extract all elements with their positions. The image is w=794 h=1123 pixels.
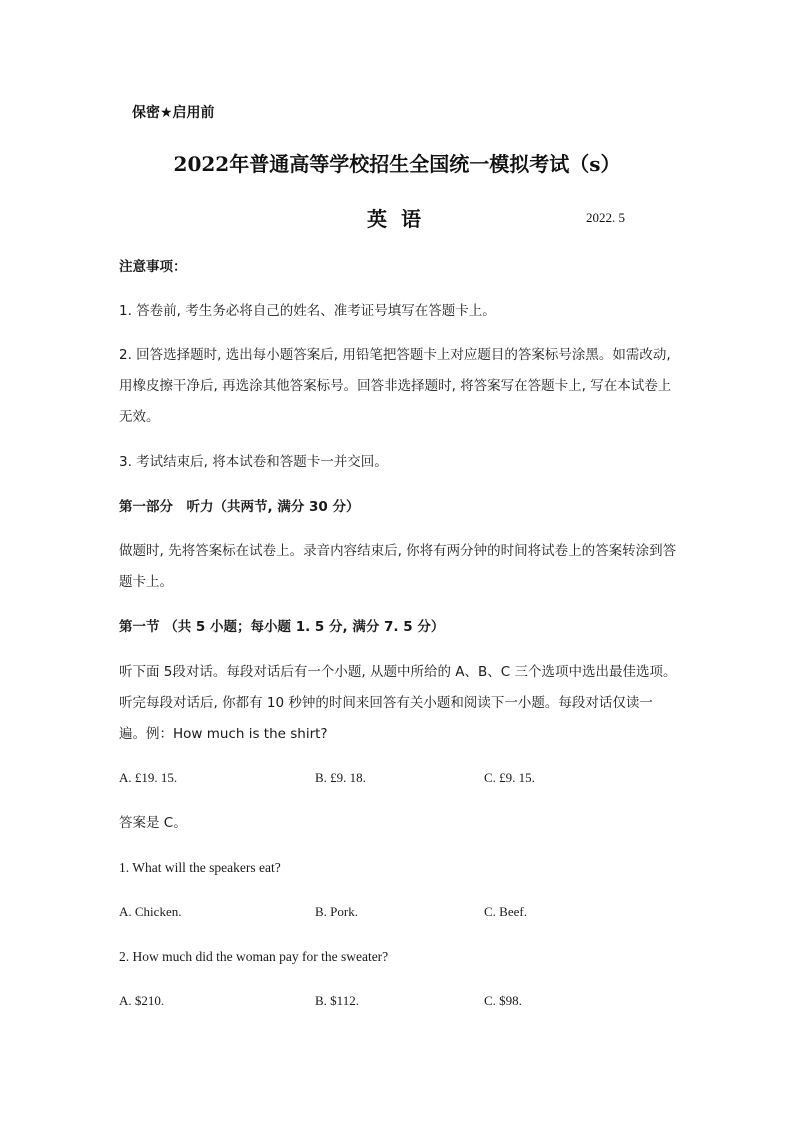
notice-item-3: 3. 考试结束后, 将本试卷和答题卡一并交回。 [119, 454, 388, 470]
question-2-option-c: C. $98. [484, 993, 522, 1008]
question-2-stem: 2. How much did the woman pay for the sweater? [119, 949, 389, 964]
notice-item-2: 2. 回答选择题时, 选出每小题答案后, 用铅笔把答题卡上对应题目的答案标号涂黑。如需改动, 用橡皮擦干净后, 再选涂其他答案标号。回答非选择题时, 将答案写在答题卡上, 写在本试卷上无效。 [119, 347, 672, 425]
confidential-label: 保密★启用前 [132, 105, 215, 121]
exam-title: 2022年普通高等学校招生全国统一模拟考试（s） [173, 152, 621, 176]
question-2-option-b: B. $112. [315, 993, 359, 1008]
part1-intro: 做题时, 先将答案标在试卷上。录音内容结束后, 你将有两分钟的时间将试卷上的答案转涂到答题卡上。 [119, 543, 677, 590]
question-1-option-a: A. Chicken. [119, 904, 182, 919]
part1-heading: 第一部分 听力（共两节, 满分 30 分） [119, 499, 360, 515]
subject-title: 英语 [367, 207, 435, 231]
question-1-stem: 1. What will the speakers eat? [119, 860, 281, 875]
question-2-option-a: A. $210. [119, 993, 165, 1008]
question-1-option-b: B. Pork. [315, 904, 358, 919]
example-answer: 答案是 C。 [119, 815, 187, 831]
exam-date: 2022. 5 [586, 210, 625, 225]
example-option-b: B. £9. 18. [315, 770, 366, 785]
notice-item-1: 1. 答卷前, 考生务必将自己的姓名、准考证号填写在答题卡上。 [119, 303, 496, 319]
notice-heading: 注意事项： [119, 259, 187, 275]
example-option-c: C. £9. 15. [484, 770, 535, 785]
question-1-option-c: C. Beef. [484, 904, 527, 919]
section1-heading: 第一节 （共 5 小题；每小题 1. 5 分, 满分 7. 5 分） [119, 619, 445, 635]
example-option-a: A. £19. 15. [119, 770, 178, 785]
section1-intro: 听下面 5段对话。每段对话后有一个小题, 从题中所给的 A、B、C 三个选项中选出最佳选项。听完每段对话后, 你都有 10 秒钟的时间来回答有关小题和阅读下一小题。每段对话仅读一遍。例：How much is the shirt? [119, 664, 677, 742]
